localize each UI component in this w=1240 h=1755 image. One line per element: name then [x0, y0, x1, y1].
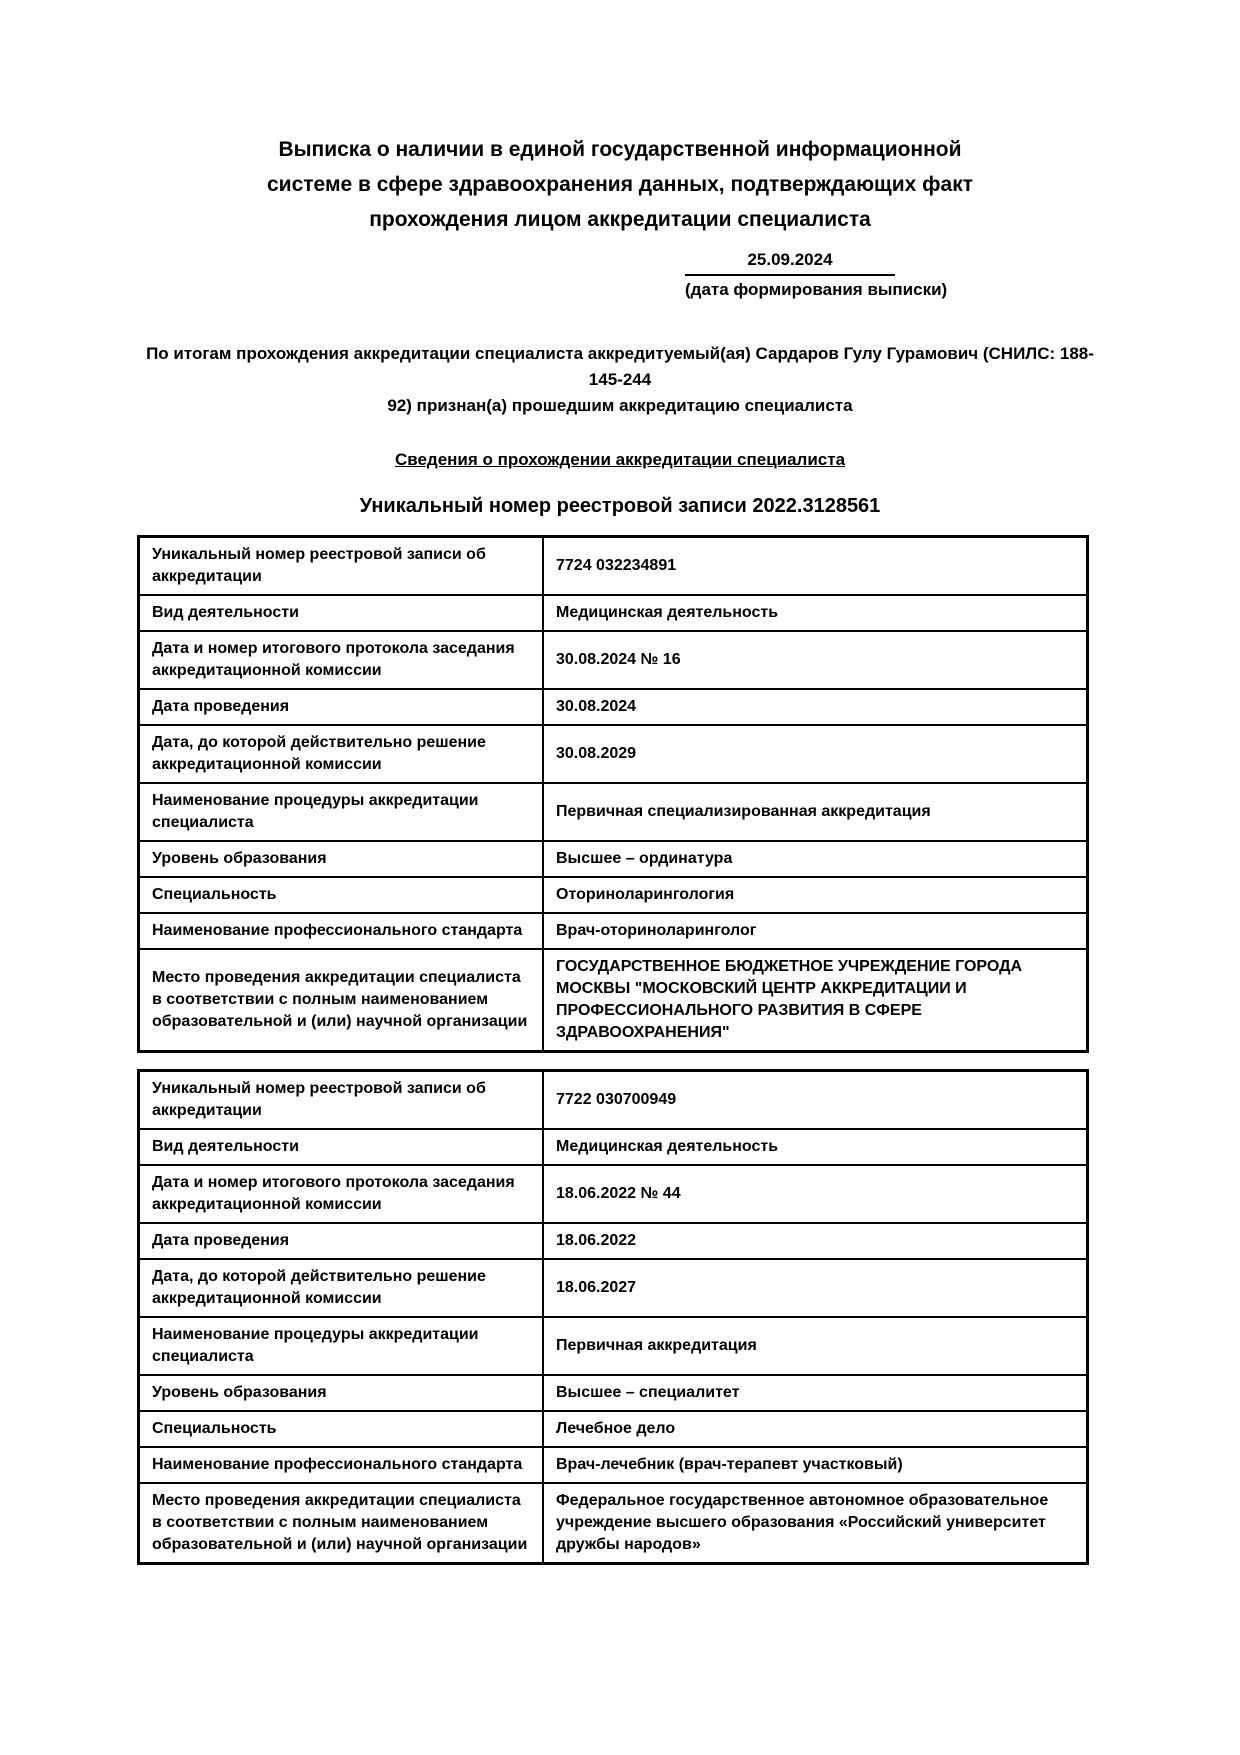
table-row: [139, 841, 1088, 877]
row-label: Дата и номер итогового протокола заседания аккредитационной комиссии: [139, 1165, 544, 1223]
table-row: [139, 949, 1088, 1052]
table-row: [139, 783, 1088, 841]
row-value: 18.06.2027: [543, 1259, 1088, 1317]
table-row: [139, 1483, 1088, 1564]
row-label: Специальность: [139, 1411, 544, 1447]
accreditation-table-1: [137, 535, 1089, 1053]
table-row: [139, 1447, 1088, 1483]
table-row: [139, 1259, 1088, 1317]
row-label: Уровень образования: [139, 841, 544, 877]
row-label: Дата, до которой действительно решение аккредитационной комиссии: [139, 1259, 544, 1317]
issue-date-caption: (дата формирования выписки): [685, 274, 895, 301]
issue-date-block: [685, 249, 948, 301]
table-row: [139, 1317, 1088, 1375]
row-label: Уровень образования: [139, 1375, 544, 1411]
row-value: Лечебное дело: [543, 1411, 1088, 1447]
row-value: Высшее – специалитет: [543, 1375, 1088, 1411]
row-value: Оториноларингология: [543, 877, 1088, 913]
row-value: Первичная аккредитация: [543, 1317, 1088, 1375]
table-row: [139, 1129, 1088, 1165]
row-value: Федеральное государственное автономное образовательное учреждение высшего образования «Российский университет дружбы народов»: [543, 1483, 1088, 1564]
row-value: 30.08.2029: [543, 725, 1088, 783]
row-label: Место проведения аккредитации специалиста в соответствии с полным наименованием образовательной и (или) научной организации: [139, 949, 544, 1052]
accreditation-table-2: [137, 1069, 1089, 1565]
row-label: Вид деятельности: [139, 1129, 544, 1165]
issue-date: 25.09.2024: [747, 250, 833, 269]
row-label: Уникальный номер реестровой записи об аккредитации: [139, 1071, 544, 1130]
row-value: Медицинская деятельность: [543, 1129, 1088, 1165]
row-label: Уникальный номер реестровой записи об аккредитации: [139, 537, 544, 596]
row-label: Наименование процедуры аккредитации специалиста: [139, 1317, 544, 1375]
row-value: Врач-лечебник (врач-терапевт участковый): [543, 1447, 1088, 1483]
row-value: 30.08.2024 № 16: [543, 631, 1088, 689]
row-value: 30.08.2024: [543, 689, 1088, 725]
row-label: Наименование профессионального стандарта: [139, 913, 544, 949]
row-label: Место проведения аккредитации специалиста в соответствии с полным наименованием образовательной и (или) научной организации: [139, 1483, 544, 1564]
row-label: Дата и номер итогового протокола заседания аккредитационной комиссии: [139, 631, 544, 689]
table-row: [139, 595, 1088, 631]
row-value: 7724 032234891: [543, 537, 1088, 596]
row-value: Высшее – ординатура: [543, 841, 1088, 877]
row-label: Дата, до которой действительно решение аккредитационной комиссии: [139, 725, 544, 783]
row-label: Вид деятельности: [139, 595, 544, 631]
row-value: 18.06.2022: [543, 1223, 1088, 1259]
document-title: Выписка о наличии в единой государственной информационной системе в сфере здравоохранения данных, подтверждающих факт прохождения лицом аккредитации специалиста: [266, 138, 973, 231]
table-row: [139, 1411, 1088, 1447]
table-row: [139, 1375, 1088, 1411]
table-row: [139, 913, 1088, 949]
row-label: Дата проведения: [139, 1223, 544, 1259]
table-row: [139, 689, 1088, 725]
row-value: Медицинская деятельность: [543, 595, 1088, 631]
intro-paragraph: По итогам прохождения аккредитации специалиста аккредитуемый(ая) Сардаров Гулу Гурамович (СНИЛС: 188-145-244 92) признан(а) прошедшим аккредитацию специалиста: [146, 344, 1094, 415]
registry-number-heading: Уникальный номер реестровой записи 2022.3128561: [359, 495, 881, 517]
row-value: 18.06.2022 № 44: [543, 1165, 1088, 1223]
row-value: Врач-оториноларинголог: [543, 913, 1088, 949]
row-value: Первичная специализированная аккредитация: [543, 783, 1088, 841]
row-label: Наименование профессионального стандарта: [139, 1447, 544, 1483]
row-label: Специальность: [139, 877, 544, 913]
row-value: ГОСУДАРСТВЕННОЕ БЮДЖЕТНОЕ УЧРЕЖДЕНИЕ ГОРОДА МОСКВЫ "МОСКОВСКИЙ ЦЕНТР АККРЕДИТАЦИИ И ПРОФЕССИОНАЛЬНОГО РАЗВИТИЯ В СФЕРЕ ЗДРАВООХРАНЕНИЯ": [543, 949, 1088, 1052]
table-row: [139, 725, 1088, 783]
table-row: [139, 1165, 1088, 1223]
table-row: [139, 537, 1088, 596]
table-row: [139, 877, 1088, 913]
table-row: [139, 631, 1088, 689]
row-label: Дата проведения: [139, 689, 544, 725]
row-label: Наименование процедуры аккредитации специалиста: [139, 783, 544, 841]
row-value: 7722 030700949: [543, 1071, 1088, 1130]
table-row: [139, 1071, 1088, 1130]
table-row: [139, 1223, 1088, 1259]
section-heading: Сведения о прохождении аккредитации специалиста: [394, 450, 846, 469]
